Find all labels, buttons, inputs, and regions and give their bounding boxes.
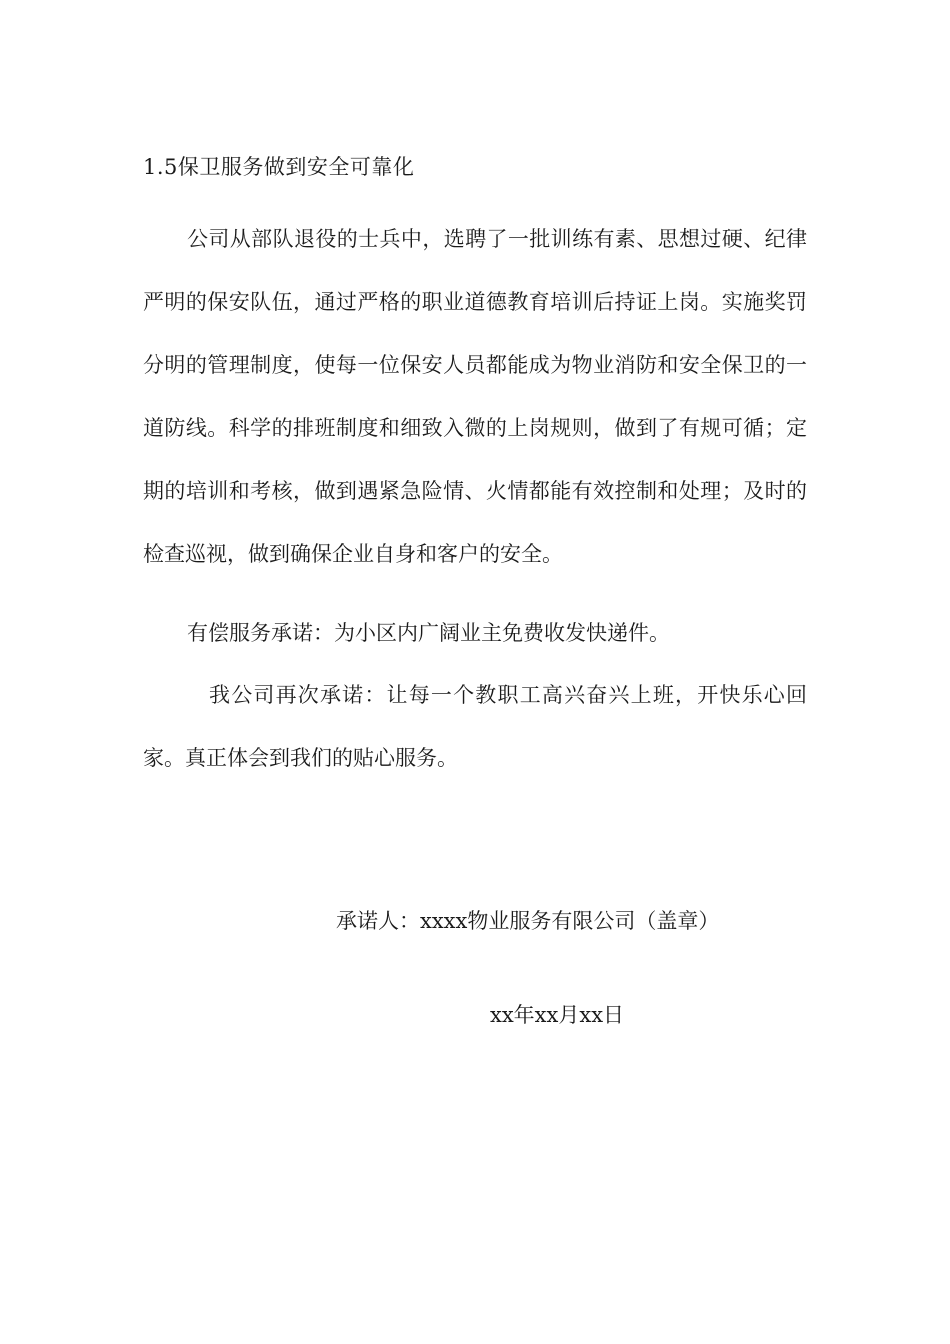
date-line: xx年xx月xx日 xyxy=(490,1003,625,1027)
signer-line: 承诺人：xxxx物业服务有限公司（盖章） xyxy=(336,909,720,933)
section-heading: 1.5保卫服务做到安全可靠化 xyxy=(143,155,415,179)
paragraph-paid-service-promise: 有偿服务承诺：为小区内广阔业主免费收发快递件。 xyxy=(187,621,670,645)
paragraph-company-promise: 我公司再次承诺：让每一个教职工高兴奋兴上班，开快乐心回家。真正体会到我们的贴心服务。 xyxy=(143,683,807,770)
paragraph-security-service: 公司从部队退役的士兵中，选聘了一批训练有素、思想过硬、纪律严明的保安队伍，通过严格的职业道德教育培训后持证上岗。实施奖罚分明的管理制度，使每一位保安人员都能成为物业消防和安全保卫的一道防线。科学的排班制度和细致入微的上岗规则，做到了有规可循；定期的培训和考核，做到遇紧急险情、火情都能有效控制和处理；及时的检查巡视，做到确保企业自身和客户的安全。 xyxy=(143,227,807,566)
